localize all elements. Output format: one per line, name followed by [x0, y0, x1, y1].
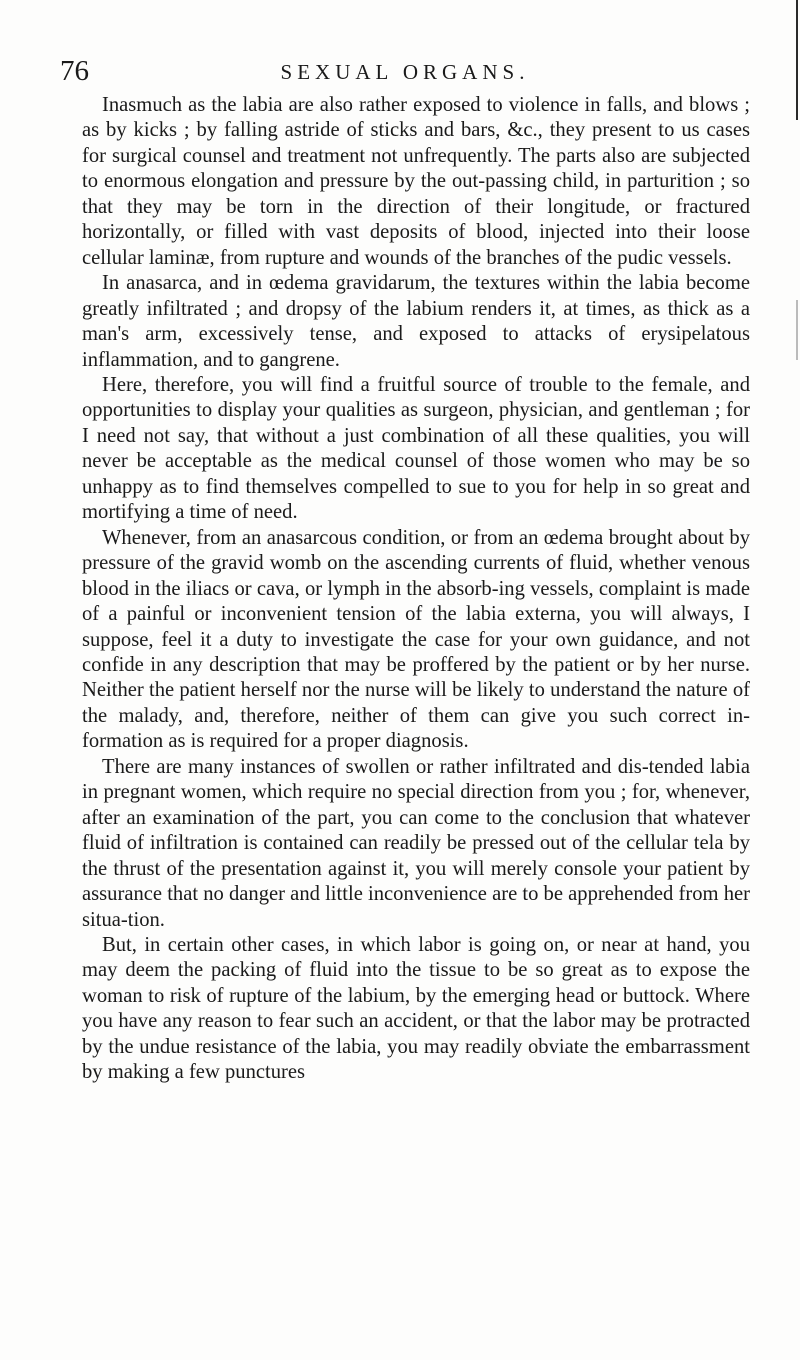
paragraph: There are many instances of swollen or rather infiltrated and dis-tended labia in pregnant women, which require no special direction from you ; for, whenever, after an examination of the part, you can come to the conclusion that whatever fluid of infiltration is contained can readily be pressed out of the cellular tela by the thrust of the presentation against it, you will merely console your patient by assurance that no danger and little inconvenience are to be apprehended from her situa-tion. [82, 755, 750, 931]
page-edge-shadow-lower [796, 300, 798, 360]
page-number: 76 [60, 55, 89, 87]
paragraph: But, in certain other cases, in which labor is going on, or near at hand, you may deem the packing of fluid into the tissue to be so great as to expose the woman to risk of rupture of the labium, by the emerging head or buttock. Where you have any reason to fear such an accident, or that the labor may be protracted by the undue resistance of the labia, you may readily obviate the embarrassment by making a few punctures [82, 933, 750, 1084]
paragraph: In anasarca, and in œdema gravidarum, the textures within the labia become greatly infiltrated ; and dropsy of the labium renders it, at times, as thick as a man's arm, excessively tense, and exposed to attacks of erysipelatous inflammation, and to gangrene. [82, 272, 750, 371]
running-title: SEXUAL ORGANS. [280, 60, 530, 84]
paragraph: Whenever, from an anasarcous condition, or from an œdema brought about by pressure of the gravid womb on the ascending currents of fluid, whether venous blood in the iliacs or cava, or lymph in the absorb-ing vessels, complaint is made of a painful or inconvenient tension of the labia externa, you will always, I suppose, feel it a duty to investigate the case for your own guidance, and not confide in any description that may be proffered by the patient or by her nurse. Neither the patient herself nor the nurse will be likely to understand the nature of the malady, and, therefore, neither of them can give you such correct in-formation as is required for a proper diagnosis. [82, 526, 750, 753]
paragraph: Inasmuch as the labia are also rather exposed to violence in falls, and blows ; as by kicks ; by falling astride of sticks and bars, &c., they present to us cases for surgical counsel and treatment not unfrequently. The parts also are subjected to enormous elongation and pressure by the out-passing child, in parturition ; so that they may be torn in the direction of their longitude, or fractured horizontally, or filled with vast deposits of blood, injected into their loose cellular laminæ, from rupture and wounds of the branches of the pudic vessels. [82, 94, 750, 269]
running-head [60, 54, 750, 88]
page-edge-shadow [796, 0, 798, 120]
paragraph: Here, therefore, you will find a fruitful source of trouble to the female, and opportunities to display your qualities as surgeon, physician, and gentleman ; for I need not say, that without a just combination of all these qualities, you will never be acceptable as the medical counsel of those women who may be so unhappy as to find themselves compelled to sue to you for help in so great and mortifying a time of need. [82, 373, 750, 524]
body-text [82, 93, 750, 1086]
